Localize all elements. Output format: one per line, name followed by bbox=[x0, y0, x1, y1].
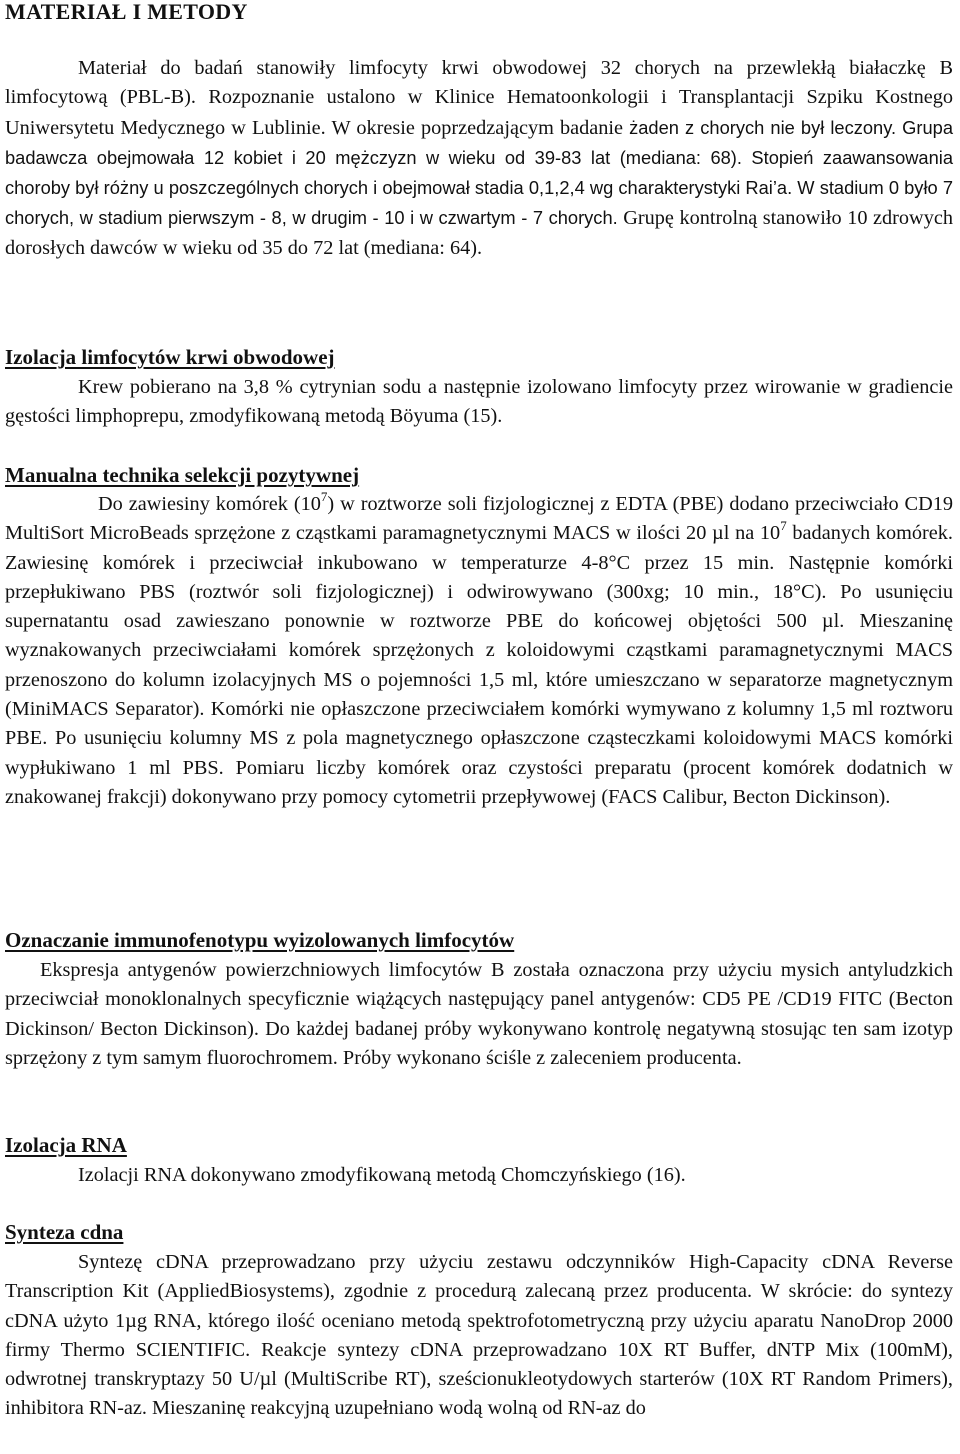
materials-text-part-3: Grupę kontrolną stanowiło 10 zdrowych dorosłych dawców w wieku od 35 do 72 lat (mediana: 64). bbox=[5, 207, 953, 259]
lymphocyte-isolation-paragraph: Krew pobierano na 3,8 % cytrynian sodu a następnie izolowano limfocyty przez wirowanie w gradiencie gęstości limphoprepu, zmodyfikowaną metodą Böyuma (15). bbox=[5, 376, 953, 428]
materials-text-part-2: żaden z chorych nie był leczony. Grupa badawcza obejmowała 12 kobiet i 20 mężczyzn w wieku od 39-83 lat (mediana: 68). Stopień zaawansowania choroby był różny u poszczególnych chorych i obejmował stadia 0,1,2,4 wg charakterystyki Rai’a. W stadium 0 było 7 chorych, w stadium pierwszym - 8, w drugim - 10 i w czwartym - 7 chorych. bbox=[5, 116, 953, 229]
cdna-synthesis-paragraph: Syntezę cDNA przeprowadzano przy użyciu zestawu odczynników High-Capacity cDNA Reverse Transcription Kit (AppliedBiosystems), zgodnie z procedurą zalecaną przez producenta. W skrócie: do syntezy cDNA użyto 1µg RNA, którego ilość oceniano metodą spektrofotometryczną przy użyciu aparatu NanoDrop 2000 firmy Thermo SCIENTIFIC. Reakcje syntezy cDNA przeprowadzano 10X RT Buffer, dNTP Mix (100mM), odwrotnej transkryptazy 50 U/µl (MultiScribe RT), sześcionukleotydowych starterów (10X RT Random Primers), inhibitora RN-az. Mieszaninę reakcyjną uzupełniano wodą wolną od RN-az do bbox=[5, 1251, 953, 1420]
section-heading-lymphocyte-isolation: Izolacja limfocytów krwi obwodowej bbox=[5, 345, 335, 369]
materials-paragraph bbox=[5, 54, 953, 263]
selection-text-part-3: badanych komórek. Zawiesinę komórek i przeciwciał inkubowano w temperaturze 4-8°C przez 15 min. Następnie komórki przepłukiwano PBS (roztwór soli fizjologicznej) i odwirowywano (300xg; 10 min., 18°C). Po usunięciu supernatantu osad zawieszano ponownie w roztworze PBE do końcowej objętości 500 µl. Mieszaninę wyznakowanych przeciwciałami komórek sprzężonych z koloidowymi cząstkami paramagnetycznymi MACS przenoszono do kolumn izolacyjnych MS o pojemności 1,5 ml, które umieszczano w separatorze magnetycznym (MiniMACS Separator). Komórki nie opłaszczone przeciwciałem komórki wymywano z kolumny 1,5 ml roztworu PBE. Po usunięciu kolumny MS z pola magnetycznego opłaszczone cząsteczkami koloidowymi MACS komórki wypłukiwano 1 ml PBS. Pomiaru liczby komórek oraz czystości preparatu (procent komórek dodatnich w znakowanej frakcji) dokonywano przy pomocy cytometrii przepływowej (FACS Calibur, Becton Dickinson). bbox=[5, 522, 953, 808]
selection-text-part-2: ) w roztworze soli fizjologicznej z EDTA (PBE) dodano przeciwciało CD19 MultiSort MicroBeads sprzężone z cząstkami paramagnetycznymi MACS w ilości 20 µl na 10 bbox=[5, 493, 954, 545]
materials-text-part-1: Materiał do badań stanowiły limfocyty krwi obwodowej 32 chorych na przewlekłą białaczkę B limfocytową (PBL-B). Rozpoznanie ustalono w Klinice Hematoonkologii i Transplantacji Szpiku Kostnego Uniwersytetu Medycznego w Lublinie. W okresie poprzedzającym badanie bbox=[5, 57, 953, 139]
superscript-exponent: 7 bbox=[780, 518, 787, 534]
superscript-exponent: 7 bbox=[320, 489, 328, 504]
immunophenotype-paragraph: Ekspresja antygenów powierzchniowych limfocytów B została oznaczona przy użyciu mysich antyludzkich przeciwciał monoklonalnych specyficznie wiążących następujący panel antygenów: CD5 PE /CD19 FITC (Becton Dickinson/ Becton Dickinson). Do każdej badanej próby wykonywano kontrolę negatywną stosując ten sam izotyp sprzężony z tym samym fluorochromem. Próby wykonano ściśle z zaleceniem producenta. bbox=[5, 959, 953, 1069]
section-heading-immunophenotype: Oznaczanie immunofenotypu wyizolowanych limfocytów bbox=[5, 928, 515, 952]
section-heading-cdna-synthesis: Synteza cdna bbox=[5, 1220, 124, 1244]
section-heading-rna-isolation: Izolacja RNA bbox=[5, 1133, 127, 1157]
rna-isolation-paragraph: Izolacji RNA dokonywano zmodyfikowaną metodą Chomczyńskiego (16). bbox=[78, 1164, 686, 1186]
document-title: MATERIAŁ I METODY bbox=[5, 0, 248, 24]
section-heading-positive-selection: Manualna technika selekcji pozytywnej bbox=[5, 463, 360, 487]
selection-text-part-1: Do zawiesiny komórek (10 bbox=[98, 493, 321, 515]
positive-selection-paragraph bbox=[5, 490, 953, 812]
